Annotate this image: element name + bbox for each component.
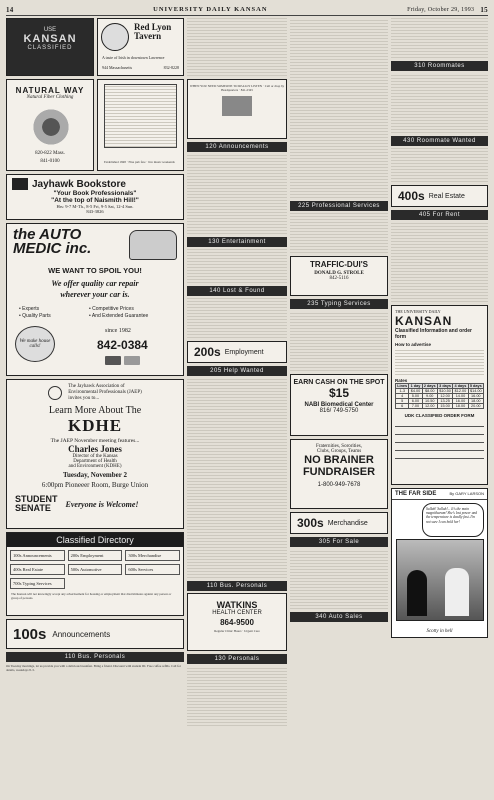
auto-medic-bullets-right: • Competitive Prices • And Extended Guarantee [89, 306, 149, 319]
auto-medic-ad [6, 223, 184, 376]
scotty-figure-icon [445, 568, 469, 616]
announcements-label: Announcements [52, 629, 111, 639]
lost-found-listings [187, 298, 287, 338]
watkins-sub: HEALTH CENTER [212, 610, 262, 616]
rates-cell: 10.50 [422, 399, 437, 404]
bullet-experts: Experts [22, 306, 40, 312]
jayhawk-slogan-1: "Your Book Professionals" [53, 190, 137, 197]
traffic-phone: 842-5116 [329, 276, 349, 281]
rates-table [395, 383, 484, 409]
form-title: KANSAN [395, 314, 453, 328]
rates-cell: $10.50 [439, 389, 451, 393]
rates-header-cell: Lines [397, 384, 408, 388]
section-entertainment: 130 Entertainment [187, 237, 287, 247]
kdhe-date: Tuesday, November 2 [63, 471, 127, 479]
cash-nabi: NABI Biomedical Center [304, 402, 374, 408]
watkins-ad [187, 593, 287, 651]
section-personals: 130 Personals [187, 654, 287, 664]
bullet-guarantee: And Extended Guarantee [91, 313, 149, 319]
senate-label: SENATE [15, 503, 51, 513]
tavern-illustration [97, 79, 184, 171]
use-label: USE [43, 27, 57, 33]
directory-item[interactable]: 600s Services [125, 564, 180, 575]
classified-listings-left: On Tuesday mornings, let us provide you with a delicious breakfast. Bring a friend. Discount with student ID. Free coffee refills. Call for details, weekdays 8–5. [6, 664, 181, 672]
traffic-title: TRAFFIC-DUI'S [310, 260, 368, 269]
rates-cell: 16.00 [468, 394, 483, 399]
cash-phone: 816/ 749-5750 [319, 408, 359, 414]
natural-way-phone: 841-0100 [40, 159, 60, 164]
merchandise-number: 300s [297, 516, 324, 530]
jayhawk-hours: Hrs: 9-7 M-Th., 8-5 Fri, 9-5 Sat, 12-4 Sun. [56, 204, 134, 209]
kdhe-role-2: Department of Health [73, 459, 117, 464]
section-for-sale: 305 For Sale [290, 537, 388, 547]
far-side-comic [391, 488, 488, 638]
ad-text-field[interactable] [395, 421, 484, 427]
use-kansan-ad [6, 18, 94, 76]
employment-number: 200s [194, 345, 221, 359]
real-estate-label: Real Estate [428, 192, 465, 200]
auto-medic-since: since 1982 [105, 328, 131, 334]
paper-title: UNIVERSITY DAILY KANSAN [153, 6, 268, 13]
devil-figure-icon [407, 570, 427, 616]
bullet-quality: Quality Parts [22, 313, 51, 319]
watkins-hours: Regular Clinic Hours · Urgent Care [214, 629, 260, 633]
directory-title: Classified Directory [7, 533, 183, 547]
rates-header-cell: 1 day [410, 384, 421, 388]
announcement-listings [187, 154, 287, 234]
address-field[interactable] [395, 445, 484, 451]
kdhe-event-ad [6, 379, 184, 529]
cash-headline: EARN CASH ON THE SPOT [293, 379, 385, 386]
traffic-dui-ad [290, 256, 388, 296]
kdhe-org-2: Environmental Professionals (JAEP) [68, 390, 142, 395]
issue-date: Friday, October 29, 1993 [407, 6, 475, 13]
kdhe-welcome: Everyone is Welcome! [65, 499, 139, 509]
traffic-name: DONALD G. STROLE [314, 271, 364, 276]
auto-medic-bullets-left: • Experts • Quality Parts [19, 306, 51, 319]
for-rent-listings [391, 222, 488, 302]
watkins-name: WATKINS [216, 600, 258, 610]
classified-order-form [391, 305, 488, 485]
rates-cell: 7.00 [409, 404, 422, 409]
directory-grid [7, 547, 183, 592]
rates-cell: 5.00 [409, 394, 422, 399]
rates-cell: 13.25 [437, 399, 452, 404]
fund-phone: 1-800-949-7678 [317, 482, 361, 488]
entertainment-listings [187, 249, 287, 283]
card-icons [105, 356, 140, 365]
directory-item[interactable]: 100s Announcements [10, 550, 65, 561]
section-bus-personals: 110 Bus. Personals [187, 581, 287, 591]
natural-way-name: NATURAL WAY [15, 86, 85, 95]
rates-cell: $8.00 [422, 389, 437, 394]
page-header [6, 4, 488, 16]
roommate-listings [391, 73, 488, 133]
comic-caption: Scotty in hell [426, 629, 453, 634]
for-sale-listings [290, 549, 388, 609]
merchandise-banner [290, 512, 388, 534]
tuesday-ad [187, 79, 287, 139]
natural-way-address: 820-822 Mass. [35, 151, 65, 156]
listings-block [187, 18, 287, 76]
house-calls-badge: We make house calls! [15, 326, 55, 362]
far-side-title: THE FAR SIDE [395, 491, 437, 497]
section-bus-personals-left: 110 Bus. Personals [6, 652, 184, 662]
student-label: STUDENT [15, 494, 58, 504]
left-column [6, 18, 184, 708]
rates-body [396, 389, 484, 409]
rates-cell: 6.00 [409, 399, 422, 404]
form-how-to: How to advertise [395, 342, 432, 347]
rates-cell: $14.00 [470, 389, 482, 393]
hundreds-announcements-banner [6, 619, 184, 649]
section-roommates: 310 Roommates [391, 61, 488, 71]
section-lost-found: 140 Lost & Found [187, 286, 287, 296]
phone-field[interactable] [395, 453, 484, 459]
kdhe-time: 6:00pm Pioneeer Room, Burge Union [41, 481, 149, 489]
mid-right-column [290, 18, 388, 622]
help-wanted-listings [187, 378, 287, 578]
directory-item[interactable]: 200s Employment [68, 550, 123, 561]
watkins-phone: 864-9500 [220, 618, 254, 627]
van-icon [129, 230, 177, 260]
fund-line-2: Clubs, Groups, Teams [316, 449, 362, 454]
directory-item[interactable]: 500s Automotive [68, 564, 123, 575]
employment-banner [187, 341, 287, 363]
right-listings-top [391, 18, 488, 58]
mastercard-icon [124, 356, 140, 365]
rates-cell: 20.00 [468, 404, 483, 409]
kdhe-acronym: KDHE [67, 416, 123, 435]
auto-medic-phone: 842-0384 [97, 338, 148, 352]
red-lyon-address: 944 Massachusetts [102, 65, 133, 70]
text-listings [290, 18, 388, 198]
rates-cell: 5 [396, 399, 409, 404]
kdhe-role-3: and Environment (KDHE) [68, 464, 122, 469]
kdhe-invites: invites you to... [68, 396, 100, 401]
auto-medic-sub2: wherever your car is. [60, 290, 130, 299]
jayhawk-logo-icon [12, 178, 28, 190]
visa-card-icon [105, 356, 121, 365]
rates-cell: 4 [396, 394, 409, 399]
section-announcements: 120 Announcements [187, 142, 287, 152]
far-side-byline: By GARY LARSON [449, 491, 484, 496]
attorney-listings [290, 213, 388, 253]
jayhawk-phone: 843-3826 [86, 209, 104, 214]
rates-cell: $12.00 [454, 389, 467, 393]
people-icon [222, 96, 252, 116]
rates-header-cell: 2 days [423, 384, 436, 388]
classified-label: CLASSIFIED [27, 45, 73, 51]
section-typing: 235 Typing Services [290, 299, 388, 309]
section-roommate-wanted: 430 Roommate Wanted [391, 136, 488, 146]
section-for-rent: 405 For Rent [391, 210, 488, 220]
cash-amount: $15 [328, 386, 350, 400]
rates-cell: 1-3 [396, 389, 409, 394]
rates-cell: 16.00 [453, 399, 468, 404]
kdhe-meeting: The JAEP November meeting features... [50, 438, 140, 444]
form-instructions [395, 349, 484, 375]
employment-label: Employment [224, 348, 264, 356]
rates-cell: 6 [396, 404, 409, 409]
rates-cell: 9.00 [422, 394, 437, 399]
rates-cell: 12.00 [422, 404, 437, 409]
fund-headline-1: NO BRAINER [304, 454, 374, 466]
auto-medic-name: the AUTO MEDIC inc. [13, 226, 92, 257]
rates-cell: 15.00 [437, 404, 452, 409]
section-attorney: 225 Professional Services [290, 201, 388, 211]
form-heading: Classified Information and order form [395, 328, 472, 340]
lion-crest-icon [101, 23, 129, 51]
section-help-wanted: 205 Help Wanted [187, 366, 287, 376]
rates-cell: 12.00 [437, 394, 452, 399]
rates-header-cell: 5 days [469, 384, 482, 388]
page-number-right: 15 [480, 5, 488, 14]
fundraiser-ad [290, 439, 388, 509]
rates-title: Rates [395, 378, 408, 383]
natural-way-tagline: Natural Fiber Clothing [26, 95, 74, 100]
auto-medic-headline: WE WANT TO SPOIL YOU! [48, 266, 142, 275]
order-form-title: UDK CLASSIFIED ORDER FORM [404, 413, 475, 418]
red-lyon-tagline: A taste of Irish in downtown Lawrence [102, 55, 165, 60]
kdhe-org: The Jayhawk Association of [68, 384, 125, 389]
rates-cell: 14.00 [453, 394, 468, 399]
red-lyon-phone: 832-8228 [163, 65, 179, 70]
red-lyon-ad [97, 18, 184, 76]
classified-directory [6, 532, 184, 616]
section-auto-sales: 340 Auto Sales [290, 612, 388, 622]
real-estate-banner [391, 185, 488, 207]
roommate-wanted-listings [391, 148, 488, 182]
rates-cell: 18.00 [468, 399, 483, 404]
kdhe-speaker: Charles Jones [68, 444, 122, 454]
bullet-prices: Competitive Prices [92, 306, 134, 312]
personals-listings [187, 666, 287, 726]
rates-cell: 18.00 [453, 404, 468, 409]
kdhe-learn: Learn More About The [48, 405, 142, 416]
earn-cash-ad [290, 374, 388, 436]
speech-bubble: Sallah! Sallah!... It's the main magnitharum! She's lost power and the temperature is deadly fast..I'm not sure I can hold her! [422, 503, 484, 537]
natural-way-ad [6, 79, 94, 171]
announcements-number: 100s [13, 625, 47, 643]
tuesday-ad-text: WHEN YOU NEED SOMEONE TO REALLY LISTEN · Call or drop by Headquarters · 841-2345 [189, 84, 285, 92]
merchandise-label: Merchandise [327, 519, 368, 527]
typing-listings [290, 311, 388, 371]
directory-item[interactable]: 400s Real Estate [10, 564, 65, 575]
rates-row [396, 404, 484, 409]
auto-medic-sub1: We offer quality car repair [51, 279, 139, 288]
comic-scene [396, 539, 484, 621]
rates-cell: $4.00 [410, 389, 421, 393]
kdhe-role-1: Director of the Kansas [72, 454, 118, 459]
rates-header-cell: 4 days [454, 384, 467, 388]
page-number-left: 14 [6, 5, 14, 14]
real-estate-number: 400s [398, 189, 425, 203]
form-pre: THE UNIVERSITY DAILY [395, 309, 441, 314]
ad-text-field[interactable] [395, 429, 484, 435]
feather-icon [29, 108, 73, 146]
middle-column [187, 18, 287, 726]
fund-headline-2: FUNDRAISER [302, 466, 376, 478]
jayhawk-name: Jayhawk Bookstore [32, 178, 126, 190]
name-field[interactable] [395, 437, 484, 443]
directory-policy-text: The Kansan will not knowingly accept any advertisement for housing or employment that discriminates against any person or group of persons. [11, 592, 172, 600]
tavern-building-icon [104, 84, 177, 148]
jayhawk-slogan-2: "At the top of Naismith Hill!" [51, 197, 139, 204]
fund-line-1: Fraternities, Sororities, [316, 444, 362, 449]
globe-icon [48, 386, 62, 400]
red-lyon-name: Red Lyon Tavern [134, 22, 172, 41]
jayhawk-bookstore-ad [6, 174, 184, 220]
right-column [391, 18, 488, 638]
directory-item[interactable]: 300s Merchandise [125, 550, 180, 561]
tavern-note: Established 1848 · Fine pub fare · live music weekends [104, 160, 175, 164]
directory-item[interactable]: 700s Typing Services [10, 578, 65, 589]
order-form-fields [395, 421, 484, 459]
kansan-label: KANSAN [23, 33, 77, 45]
rates-header-cell: 3 days [439, 384, 451, 388]
